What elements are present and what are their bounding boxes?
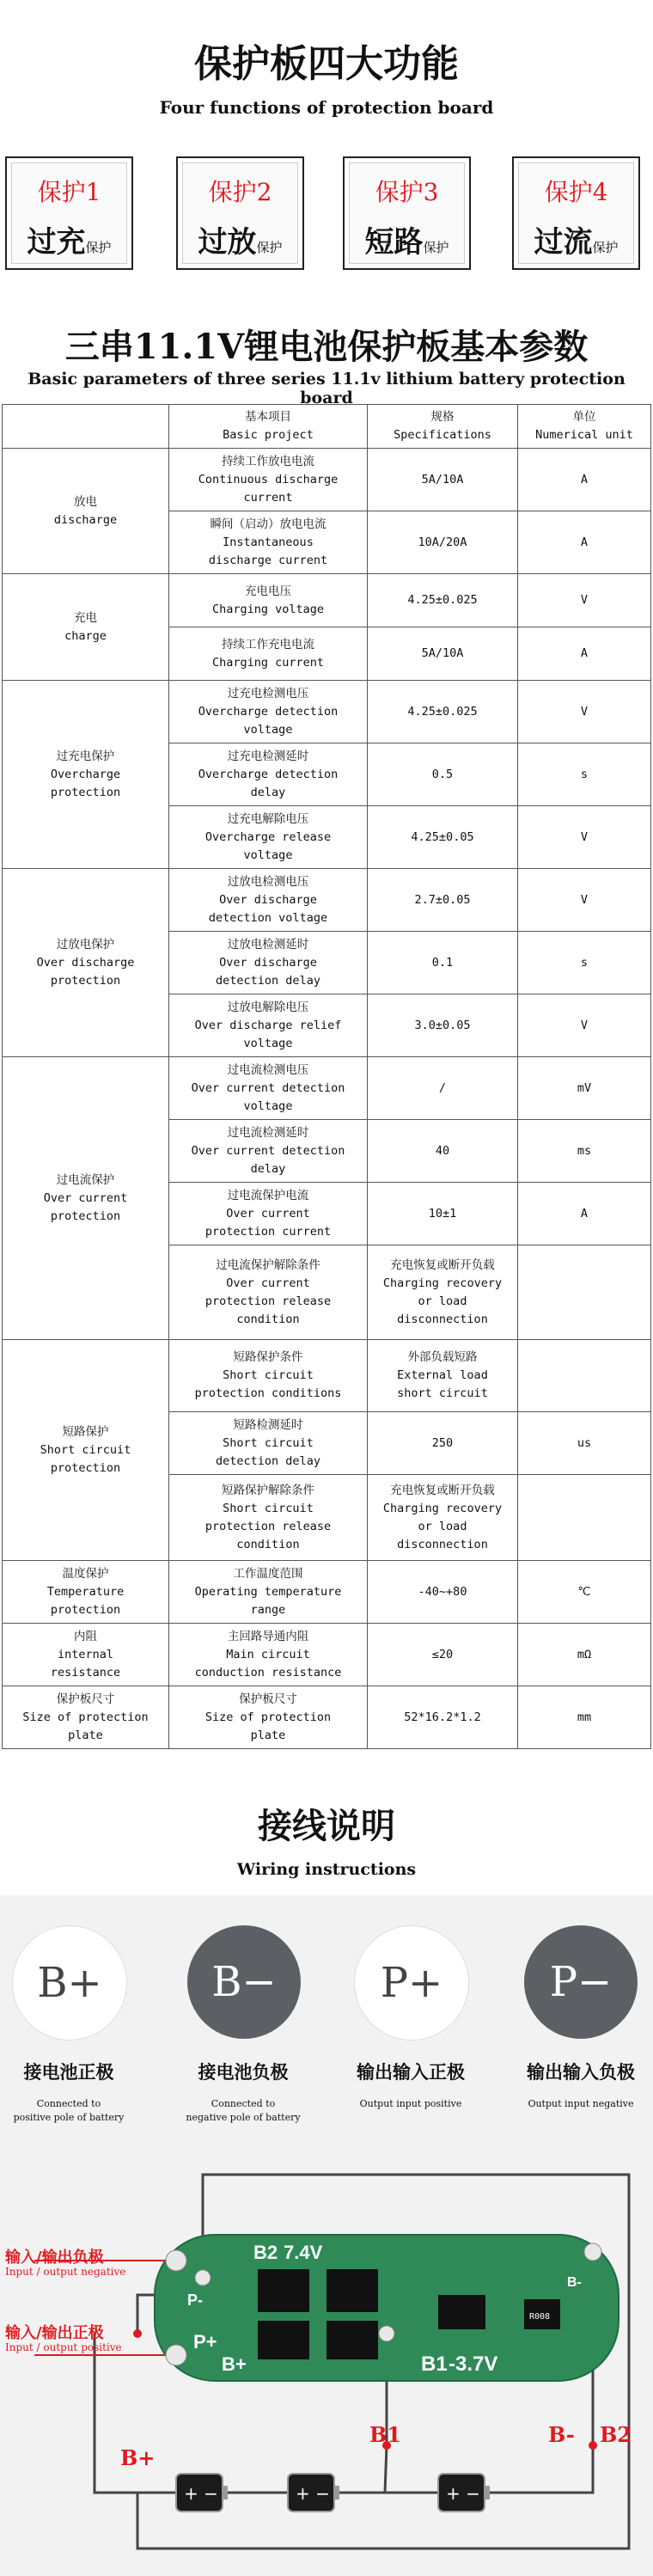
param-unit: s <box>518 743 651 806</box>
feature-number: 保护1 <box>37 178 101 206</box>
label-b1: B1 <box>369 2422 401 2447</box>
label-b2: B2 <box>600 2422 632 2447</box>
io-negative-label-en: Input / output negative <box>5 2266 126 2278</box>
param-name: 短路检测延时 Short circuit detection delay <box>169 1412 368 1475</box>
board-pplus-label: P+ <box>193 2331 217 2353</box>
header-cell-empty <box>3 405 169 449</box>
param-spec: -40~+80 <box>368 1561 518 1624</box>
terminal-label-en: Connected to positive pole of battery <box>13 2098 125 2123</box>
chip-5 <box>438 2295 485 2329</box>
param-spec: 4.25±0.025 <box>368 574 518 627</box>
group-shortcircuit: 短路保护 Short circuit protection <box>3 1340 169 1561</box>
board-pminus-label: P- <box>187 2291 203 2309</box>
param-unit <box>518 1475 651 1561</box>
battery-cell-3 <box>438 2474 490 2512</box>
feature-number: 保护2 <box>208 178 272 206</box>
wiring-title: 接线说明 <box>258 1806 395 1846</box>
chip-1 <box>258 2269 309 2312</box>
board-37v-label: -3.7V <box>449 2353 498 2376</box>
param-unit: s <box>518 932 651 994</box>
terminal-label-en: Output input positive <box>359 2098 462 2109</box>
param-name: 过充电检测延时 Overcharge detection delay <box>169 743 368 806</box>
param-name: 持续工作放电电流 Continuous discharge current <box>169 449 368 511</box>
param-spec: 充电恢复或断开负载 Charging recovery or load disconnection <box>368 1475 518 1561</box>
param-spec: 3.0±0.05 <box>368 994 518 1057</box>
feature-card-shortcircuit <box>343 156 471 270</box>
terminal-pminus-icon: P− <box>524 1925 638 2039</box>
param-name: 持续工作充电电流 Charging current <box>169 627 368 681</box>
param-spec: ≤20 <box>368 1624 518 1686</box>
board-b1-label: B1 <box>421 2353 448 2376</box>
feature-name: 过放保护 <box>198 225 283 260</box>
board-r008-label: R008 <box>529 2312 551 2322</box>
io-negative-label-cn: 输入/输出负极 <box>5 2249 104 2267</box>
param-name: 过电流保护电流 Over current protection current <box>169 1183 368 1245</box>
param-spec: / <box>368 1057 518 1120</box>
terminal-label-cn: 输出输入负极 <box>527 2061 635 2083</box>
pcb-board <box>155 2235 619 2381</box>
pad-pplus-icon <box>166 2345 186 2365</box>
param-unit: V <box>518 869 651 932</box>
label-bminus: B- <box>548 2422 575 2447</box>
table-row <box>3 869 651 932</box>
param-name: 短路保护条件 Short circuit protection conditions <box>169 1340 368 1412</box>
table-row <box>3 574 651 627</box>
terminal-label-cn: 接电池正极 <box>23 2061 114 2083</box>
header-cell-unit: 单位 Numerical unit <box>518 405 651 449</box>
param-spec: 5A/10A <box>368 627 518 681</box>
board-b2-label: B2 <box>253 2242 278 2263</box>
feature-card-overcharge <box>5 156 133 270</box>
group-temperature: 温度保护 Temperature protection <box>3 1561 169 1624</box>
group-overcurrent: 过电流保护 Over current protection <box>3 1057 169 1340</box>
header-cell-spec: 规格 Specifications <box>368 405 518 449</box>
table-row <box>3 1561 651 1624</box>
group-resistance: 内阻 internal resistance <box>3 1624 169 1686</box>
param-spec: 外部负载短路 External load short circuit <box>368 1340 518 1412</box>
param-spec: 5A/10A <box>368 449 518 511</box>
svg-text:+ −: + − <box>184 2483 218 2504</box>
param-name: 过电流保护解除条件 Over current protection release condition <box>169 1245 368 1340</box>
pad-b1-icon <box>379 2326 394 2341</box>
svg-text:+ −: + − <box>446 2483 480 2504</box>
param-spec: 10±1 <box>368 1183 518 1245</box>
param-unit: mm <box>518 1686 651 1749</box>
terminal-bplus-icon: B+ <box>12 1925 127 2041</box>
param-unit: A <box>518 511 651 574</box>
group-overcharge: 过充电保护 Overcharge protection <box>3 681 169 869</box>
params-title: 三串11.1V锂电池保护板基本参数 <box>64 327 589 367</box>
pad-pminus-icon <box>166 2250 186 2271</box>
param-unit: V <box>518 574 651 627</box>
param-name: 过放电检测延时 Over discharge detection delay <box>169 932 368 994</box>
terminal-label-cn: 接电池负极 <box>198 2061 289 2083</box>
param-unit: V <box>518 681 651 743</box>
param-unit: ms <box>518 1120 651 1183</box>
param-spec: 4.25±0.025 <box>368 681 518 743</box>
param-unit: A <box>518 1183 651 1245</box>
param-unit: ℃ <box>518 1561 651 1624</box>
param-name: 短路保护解除条件 Short circuit protection release condition <box>169 1475 368 1561</box>
param-unit: us <box>518 1412 651 1475</box>
param-spec: 52*16.2*1.2 <box>368 1686 518 1749</box>
node-dot <box>133 2329 142 2338</box>
board-74v-label: 7.4V <box>284 2242 323 2263</box>
param-name: 主回路导通内阻 Main circuit conduction resistance <box>169 1624 368 1686</box>
chip-4 <box>326 2321 378 2359</box>
terminal-bminus-icon: B− <box>187 1925 301 2039</box>
functions-title: 保护板四大功能 <box>194 42 459 86</box>
feature-name: 过流保护 <box>534 225 619 260</box>
node-dot <box>589 2441 597 2450</box>
table-row <box>3 1340 651 1412</box>
param-spec: 40 <box>368 1120 518 1183</box>
terminal-pplus-icon: P+ <box>354 1925 469 2041</box>
param-name: 过充电检测电压 Overcharge detection voltage <box>169 681 368 743</box>
param-name: 工作温度范围 Operating temperature range <box>169 1561 368 1624</box>
pad-bminus-icon <box>584 2243 601 2261</box>
param-spec: 0.5 <box>368 743 518 806</box>
feature-name: 短路保护 <box>364 225 449 260</box>
group-size: 保护板尺寸 Size of protection plate <box>3 1686 169 1749</box>
param-name: 过放电检测电压 Over discharge detection voltage <box>169 869 368 932</box>
terminal-label-en: Output input negative <box>528 2098 634 2109</box>
param-unit: V <box>518 994 651 1057</box>
param-name: 过充电解除电压 Overcharge release voltage <box>169 806 368 869</box>
table-row <box>3 1624 651 1686</box>
feature-card-overdischarge <box>176 156 304 270</box>
param-unit: V <box>518 806 651 869</box>
board-bplus-label: B+ <box>222 2353 247 2375</box>
param-unit: A <box>518 449 651 511</box>
param-name: 过电流检测电压 Over current detection voltage <box>169 1057 368 1120</box>
group-charge: 充电 charge <box>3 574 169 681</box>
terminal-label-en: Connected to negative pole of battery <box>186 2098 301 2123</box>
table-row <box>3 449 651 511</box>
table-row <box>3 1686 651 1749</box>
table-header-row <box>3 405 651 449</box>
param-unit: mΩ <box>518 1624 651 1686</box>
param-name: 保护板尺寸 Size of protection plate <box>169 1686 368 1749</box>
param-spec: 250 <box>368 1412 518 1475</box>
param-spec: 4.25±0.05 <box>368 806 518 869</box>
params-subtitle: Basic parameters of three series 11.1v lithium battery protection board <box>27 370 626 407</box>
chip-2 <box>326 2269 378 2312</box>
io-positive-label-en: Input / output positive <box>5 2341 122 2353</box>
param-unit <box>518 1340 651 1412</box>
header-cell-project: 基本项目 Basic project <box>169 405 368 449</box>
battery-cell-2 <box>288 2474 339 2512</box>
feature-card-overcurrent <box>512 156 640 270</box>
table-row <box>3 681 651 743</box>
label-bplus: B+ <box>120 2445 156 2470</box>
pad-b2-icon <box>195 2270 211 2285</box>
param-spec: 充电恢复或断开负载 Charging recovery or load disconnection <box>368 1245 518 1340</box>
param-name: 过电流检测延时 Over current detection delay <box>169 1120 368 1183</box>
group-discharge: 放电 discharge <box>3 449 169 574</box>
param-spec: 2.7±0.05 <box>368 869 518 932</box>
wiring-subtitle: Wiring instructions <box>236 1860 417 1879</box>
terminal-label-cn: 输出输入正极 <box>357 2061 465 2083</box>
param-name: 瞬间（启动）放电电流 Instantaneous discharge current <box>169 511 368 574</box>
chip-3 <box>258 2321 309 2359</box>
params-table <box>2 404 651 1749</box>
board-bminus-label: B- <box>567 2275 582 2290</box>
group-overdischarge: 过放电保护 Over discharge protection <box>3 869 169 1057</box>
battery-cell-1 <box>176 2474 228 2512</box>
feature-number: 保护3 <box>375 178 439 206</box>
functions-subtitle: Four functions of protection board <box>159 97 494 118</box>
io-positive-label-cn: 输入/输出正极 <box>5 2324 104 2342</box>
param-unit: mV <box>518 1057 651 1120</box>
param-unit <box>518 1245 651 1340</box>
param-unit: A <box>518 627 651 681</box>
wiring-diagram <box>0 2149 653 2570</box>
param-spec: 0.1 <box>368 932 518 994</box>
feature-number: 保护4 <box>544 178 608 206</box>
table-row <box>3 1057 651 1120</box>
param-name: 充电电压 Charging voltage <box>169 574 368 627</box>
svg-text:+ −: + − <box>296 2483 330 2504</box>
param-name: 过放电解除电压 Over discharge relief voltage <box>169 994 368 1057</box>
param-spec: 10A/20A <box>368 511 518 574</box>
feature-name: 过充保护 <box>27 225 112 260</box>
